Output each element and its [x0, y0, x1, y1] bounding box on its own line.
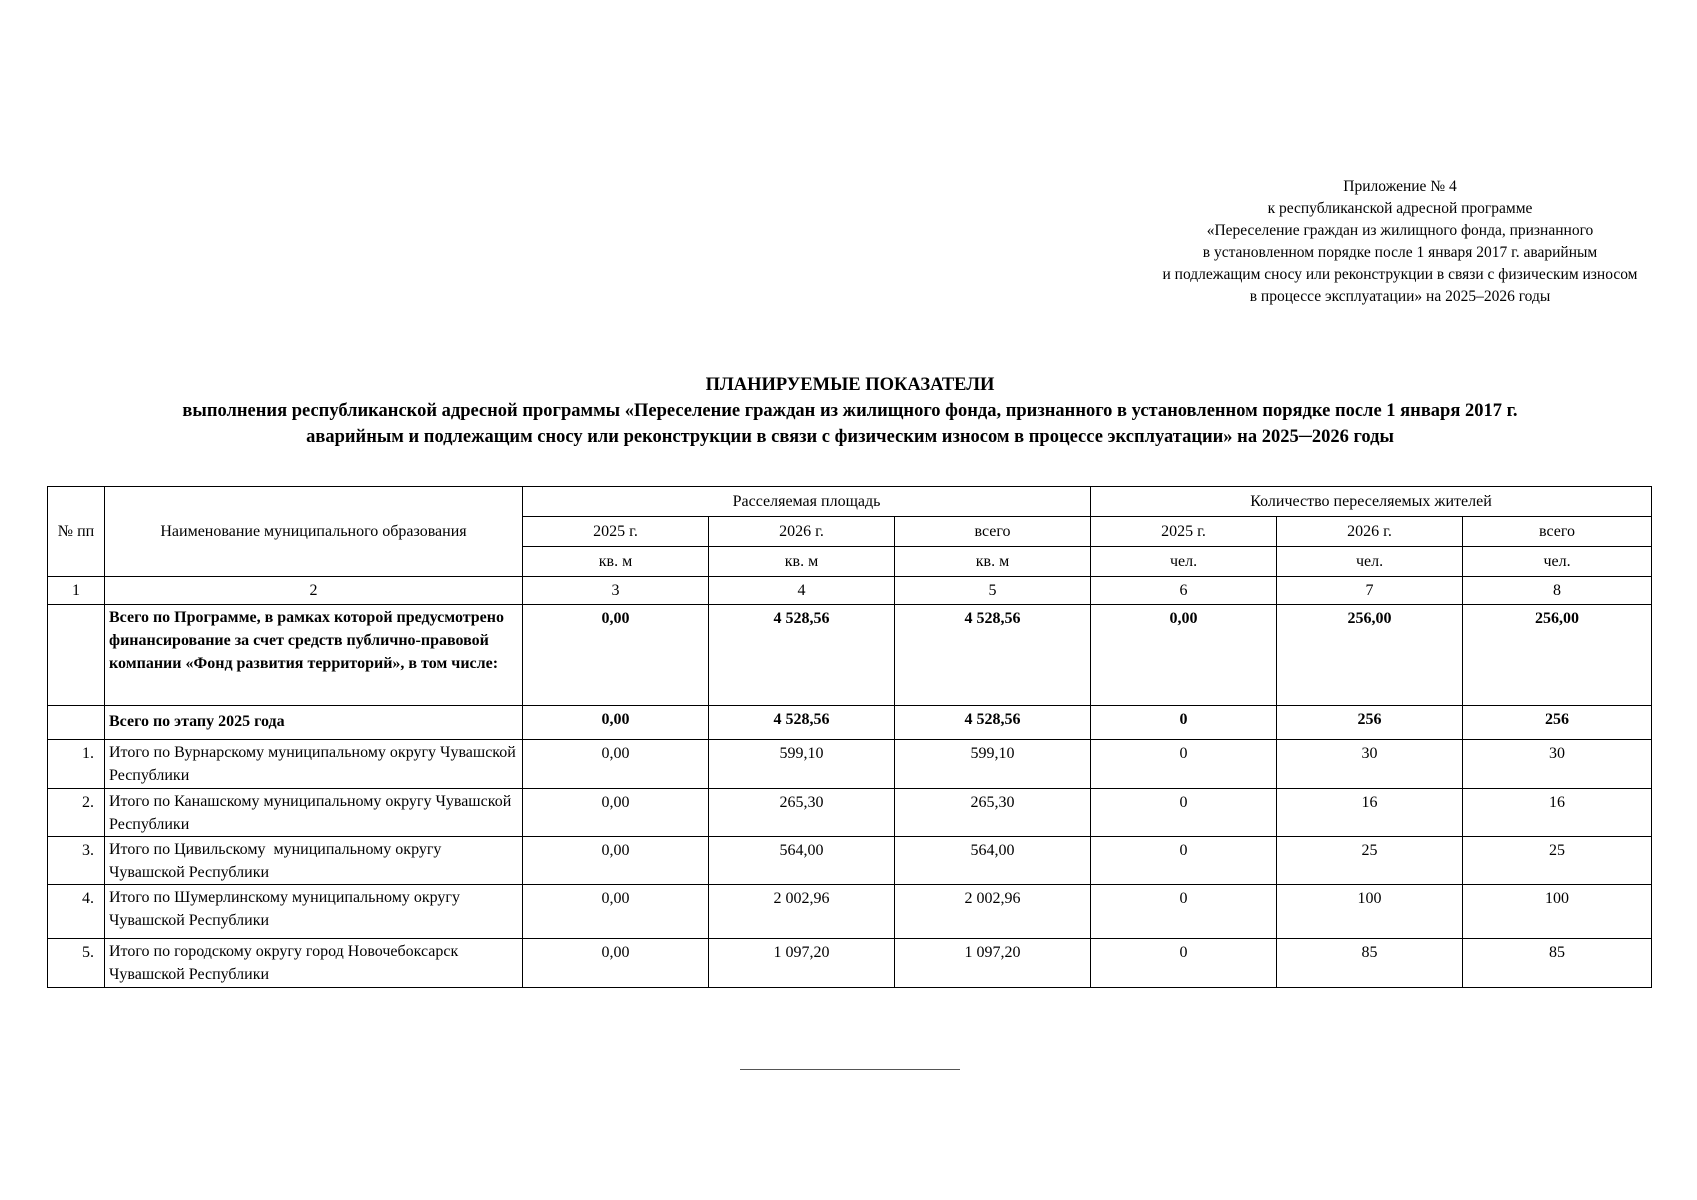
appendix-line: к республиканской адресной программе — [1267, 200, 1533, 217]
row-value: 564,00 — [895, 837, 1091, 885]
row-value: 599,10 — [709, 740, 895, 789]
row-value: 0,00 — [523, 706, 709, 740]
row-value: 0,00 — [523, 789, 709, 837]
row-value: 0 — [1091, 706, 1277, 740]
row-value: 100 — [1277, 885, 1463, 939]
row-name: Итого по Шумерлинскому муниципальному округу Чувашской Республики — [105, 885, 523, 939]
header-num: № пп — [48, 487, 105, 577]
appendix-line: «Переселение граждан из жилищного фонда, признанного — [1206, 222, 1594, 239]
table-row — [48, 939, 1652, 988]
row-num: 1. — [48, 740, 105, 789]
row-name: Всего по этапу 2025 года — [105, 706, 523, 740]
row-num: 2. — [48, 789, 105, 837]
header-residents-group: Количество переселяемых жителей — [1091, 487, 1652, 517]
row-value: 599,10 — [895, 740, 1091, 789]
row-value: 0 — [1091, 939, 1277, 988]
table-row — [48, 740, 1652, 789]
total-stage-row — [48, 706, 1652, 740]
column-index: 7 — [1277, 577, 1463, 605]
row-value: 2 002,96 — [895, 885, 1091, 939]
row-num — [48, 706, 105, 740]
heading-subtitle-line: аварийным и подлежащим сносу или реконструкции в связи с физическим износом в процессе эксплуатации» на 2025─2026 годы — [306, 427, 1394, 447]
row-value: 0,00 — [1091, 605, 1277, 706]
row-value: 85 — [1463, 939, 1652, 988]
header-year: 2025 г. — [523, 517, 709, 547]
row-name: Итого по Канашскому муниципальному округу Чувашской Республики — [105, 789, 523, 837]
header-year: всего — [895, 517, 1091, 547]
row-value: 30 — [1463, 740, 1652, 789]
appendix-block — [1080, 176, 1697, 308]
row-value: 0,00 — [523, 740, 709, 789]
header-unit: чел. — [1277, 547, 1463, 577]
header-unit: кв. м — [709, 547, 895, 577]
row-value: 0,00 — [523, 885, 709, 939]
total-program-row — [48, 605, 1652, 706]
row-value: 256,00 — [1463, 605, 1652, 706]
heading-subtitle-line: выполнения республиканской адресной программы «Переселение граждан из жилищного фонда, признанного в установленном порядке после 1 января 2017 г. — [182, 401, 1518, 421]
header-unit: чел. — [1091, 547, 1277, 577]
indicators-table — [47, 486, 1652, 988]
row-num: 3. — [48, 837, 105, 885]
row-value: 0,00 — [523, 837, 709, 885]
row-num: 4. — [48, 885, 105, 939]
appendix-line: в процессе эксплуатации» на 2025–2026 годы — [1249, 288, 1551, 305]
row-value: 4 528,56 — [895, 605, 1091, 706]
document-heading — [30, 372, 1670, 450]
table-row — [48, 885, 1652, 939]
row-num: 5. — [48, 939, 105, 988]
header-year: 2025 г. — [1091, 517, 1277, 547]
row-value: 0 — [1091, 837, 1277, 885]
header-name: Наименование муниципального образования — [105, 487, 523, 577]
header-row — [48, 487, 1652, 517]
row-value: 564,00 — [709, 837, 895, 885]
row-value: 0,00 — [523, 605, 709, 706]
row-value: 2 002,96 — [709, 885, 895, 939]
header-unit: кв. м — [895, 547, 1091, 577]
row-value: 25 — [1277, 837, 1463, 885]
row-name: Итого по Цивильскому муниципальному округу Чувашской Республики — [105, 837, 523, 885]
row-value: 1 097,20 — [709, 939, 895, 988]
row-num — [48, 605, 105, 706]
row-value: 85 — [1277, 939, 1463, 988]
row-value: 265,30 — [895, 789, 1091, 837]
row-name: Итого по Вурнарскому муниципальному округу Чувашской Республики — [105, 740, 523, 789]
row-value: 16 — [1277, 789, 1463, 837]
header-unit: кв. м — [523, 547, 709, 577]
column-index: 1 — [48, 577, 105, 605]
header-year: 2026 г. — [1277, 517, 1463, 547]
row-value: 256,00 — [1277, 605, 1463, 706]
table-row — [48, 789, 1652, 837]
row-value: 25 — [1463, 837, 1652, 885]
row-value: 16 — [1463, 789, 1652, 837]
row-value: 4 528,56 — [709, 706, 895, 740]
row-value: 100 — [1463, 885, 1652, 939]
row-name: Итого по городскому округу город Новочебоксарск Чувашской Республики — [105, 939, 523, 988]
column-index: 3 — [523, 577, 709, 605]
column-index-row — [48, 577, 1652, 605]
row-value: 4 528,56 — [895, 706, 1091, 740]
row-value: 30 — [1277, 740, 1463, 789]
appendix-line: в установленном порядке после 1 января 2017 г. аварийным — [1202, 244, 1598, 261]
row-value: 0 — [1091, 885, 1277, 939]
row-value: 0 — [1091, 789, 1277, 837]
header-unit: чел. — [1463, 547, 1652, 577]
appendix-line: Приложение № 4 — [1343, 178, 1457, 195]
column-index: 4 — [709, 577, 895, 605]
header-area-group: Расселяемая площадь — [523, 487, 1091, 517]
row-name: Всего по Программе, в рамках которой предусмотрено финансирование за счет средств публично-правовой компании «Фонд развития территорий», в том числе: — [105, 605, 523, 706]
column-index: 2 — [105, 577, 523, 605]
heading-title: ПЛАНИРУЕМЫЕ ПОКАЗАТЕЛИ — [705, 375, 995, 395]
column-index: 6 — [1091, 577, 1277, 605]
signature-divider — [740, 1069, 960, 1070]
row-value: 256 — [1277, 706, 1463, 740]
column-index: 5 — [895, 577, 1091, 605]
table-row — [48, 837, 1652, 885]
row-value: 256 — [1463, 706, 1652, 740]
row-value: 0 — [1091, 740, 1277, 789]
header-year: всего — [1463, 517, 1652, 547]
column-index: 8 — [1463, 577, 1652, 605]
appendix-line: и подлежащим сносу или реконструкции в связи с физическим износом — [1162, 266, 1638, 283]
row-value: 1 097,20 — [895, 939, 1091, 988]
row-value: 4 528,56 — [709, 605, 895, 706]
row-value: 0,00 — [523, 939, 709, 988]
header-year: 2026 г. — [709, 517, 895, 547]
row-value: 265,30 — [709, 789, 895, 837]
